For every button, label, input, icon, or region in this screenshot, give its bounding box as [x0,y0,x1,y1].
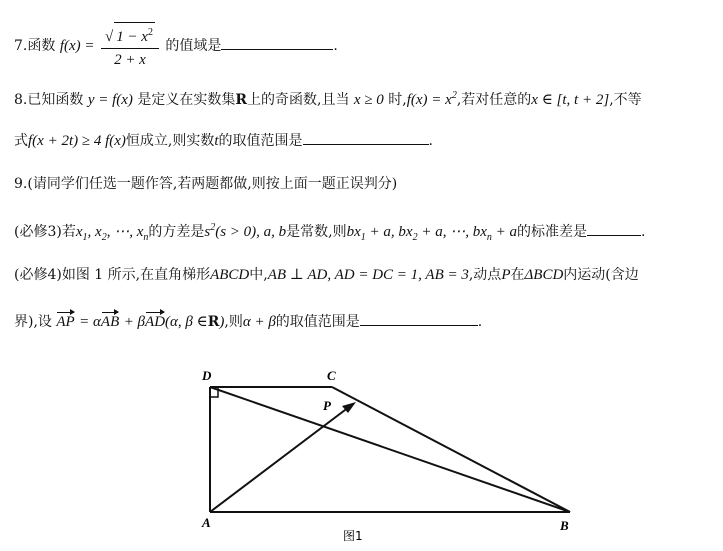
q8-number: 8. [14,92,28,108]
trapezoid-figure [190,360,590,548]
q7-text-a: 函数 [27,38,56,54]
question-9-part-2-line-1: (必修4)如图 1 所示,在直角梯形ABCD中,AB ⊥ AD, AD = DC = 1, AB = 3,动点P在ΔBCD内运动(含边 [14,267,639,283]
question-8-line-1: 8.已知函数 y = f(x) 是定义在实数集R上的奇函数,且当 x ≥ 0 时$,f(x) = x^2$,若对任意的x ∈ [t, t + 2],不等 [14,90,642,108]
figure-caption: 图1 [343,529,363,543]
vector-AB: AB [100,314,120,330]
q8-inequality: f(x + 2t) ≥ 4 f(x) [28,133,126,149]
q7-denominator: 2 + x [114,52,146,68]
question-8-line-2: 式f(x + 2t) ≥ 4 f(x)恒成立,则实数t的取值范围是 . [14,130,433,151]
label-A: A [202,515,211,530]
question-7: 7.函数 f(x) = $\frac{√ 1 - x^2}{2 + x}$ 的值域是 . [14,22,338,70]
q8-real-set: R [235,92,248,108]
segment-DB [210,387,570,512]
q7-text-b: 的值域是 [165,38,222,54]
q7-numerator: 1 − x [116,29,148,45]
q9a-answer-blank[interactable] [587,221,641,236]
q7-number: 7. [14,38,28,54]
q8-function: y = f(x) [87,92,133,108]
segment-CB [332,387,570,512]
q9b-answer-blank[interactable] [360,311,478,326]
question-9-header: 9.(请同学们任选一题作答,若两题都做,则按上面一题正误判分) [14,176,398,192]
q9a-expression: $bx_1 + a$, $bx_2 + a$, ⋯, $bx_n + a$ [346,224,517,243]
label-C: C [327,368,336,383]
q9a-variables: $x_1$, $x_2$, ⋯, $x_n$ [75,224,149,243]
q7-answer-blank[interactable] [221,35,333,50]
label-D: D [202,368,212,383]
label-P: P [323,398,331,413]
vector-AP: AP [56,314,75,330]
segment-AP [210,407,349,512]
q9a-variance: $s^2(s > 0)$ [204,222,257,240]
question-9-part-2-line-2: 界),设 AP = αAB + βAD(α, β ∈R),则α + β的取值范围是 . [14,311,482,332]
label-B: B [560,518,569,533]
vector-AD: AD [145,314,166,330]
q7-fraction: $\frac{√ 1 - x^2}{2 + x}$ [101,22,159,70]
question-9-part-1: (必修3)若$x_1$, $x_2$, ⋯, $x_n$的方差是$s^2(s > 0)$, a, b是常数,则$bx_1 + a$, $bx_2 + a$, ⋯, $bx_n + a$的标准差是 . [14,222,646,243]
q8-answer-blank[interactable] [303,130,429,145]
q7-function: f(x) = [59,38,95,54]
q9b-conditions: AB ⊥ AD, AD = DC = 1, AB = 3 [267,267,469,283]
